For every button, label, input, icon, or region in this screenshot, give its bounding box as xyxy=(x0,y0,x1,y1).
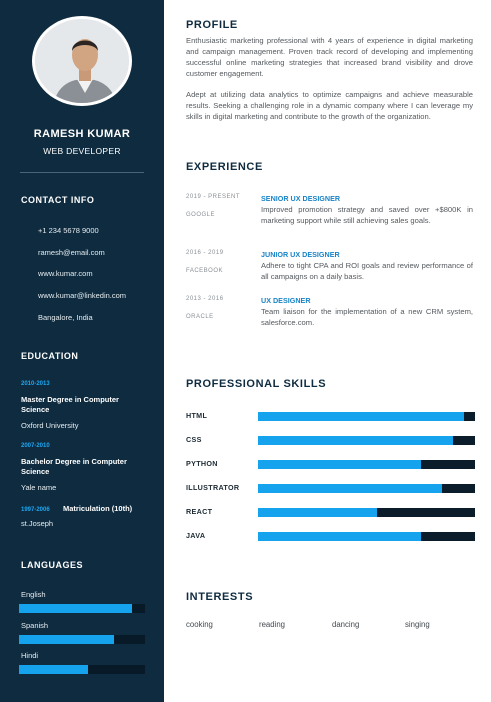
interest-item: singing xyxy=(405,620,430,629)
experience-dates: 2013 - 2016 xyxy=(186,296,224,302)
experience-role: JUNIOR UX DESIGNER xyxy=(261,250,340,259)
skill-bar xyxy=(258,508,475,517)
skill-name: REACT xyxy=(186,507,213,516)
skill-name: PYTHON xyxy=(186,459,218,468)
contact-location: Bangalore, India xyxy=(38,313,93,322)
skill-name: JAVA xyxy=(186,531,206,540)
skill-bar xyxy=(258,532,475,541)
skill-bar-fill xyxy=(258,508,377,517)
skill-bar-fill xyxy=(258,412,464,421)
skill-bar-fill xyxy=(258,532,421,541)
profile-heading: PROFILE xyxy=(186,19,238,31)
skill-bar-fill xyxy=(258,436,453,445)
experience-company: FACEBOOK xyxy=(186,268,224,274)
education-school: Oxford University xyxy=(21,421,79,430)
education-degree: Matriculation (10th) xyxy=(63,504,133,513)
experience-description: Team liaison for the implementation of a new CRM system, salesforce.com. xyxy=(261,307,473,327)
languages-heading: LANGUAGES xyxy=(21,560,84,570)
experience-role: SENIOR UX DESIGNER xyxy=(261,194,341,203)
experience-description: Adhere to tight CPA and ROI goals and review performance of all campaigns on a daily basis. xyxy=(261,261,473,281)
skill-bar xyxy=(258,436,475,445)
language-bar-fill xyxy=(19,635,114,644)
experience-role: UX DESIGNER xyxy=(261,296,311,305)
contact-heading: CONTACT INFO xyxy=(21,195,95,205)
skills-heading: PROFESSIONAL SKILLS xyxy=(186,378,327,390)
sidebar-divider xyxy=(20,172,144,173)
education-degree: Master Degree in Computer Science xyxy=(21,395,119,414)
contact-phone: +1 234 5678 9000 xyxy=(38,226,99,235)
interest-item: dancing xyxy=(332,620,360,629)
skill-bar xyxy=(258,412,475,421)
experience-description: Improved promotion strategy and saved over +$800K in marketing support while still achieving sales goals. xyxy=(261,205,473,225)
language-bar xyxy=(19,665,145,674)
contact-linkedin[interactable]: www.kumar@linkedin.com xyxy=(38,291,127,300)
interests-heading: INTERESTS xyxy=(186,591,254,603)
skill-bar xyxy=(258,460,475,469)
language-bar-fill xyxy=(19,665,88,674)
skill-bar-fill xyxy=(258,484,442,493)
skill-bar xyxy=(258,484,475,493)
language-bar xyxy=(19,635,145,644)
experience-company: GOOGLE xyxy=(186,212,216,218)
interest-item: cooking xyxy=(186,620,213,629)
language-name: Spanish xyxy=(21,621,49,630)
profile-paragraph: Enthusiastic marketing professional with 4 years of experience in digital marketing and campaign management. Proven track record of developing and implementing successful online marketing strategies that increased brand visibility and drove customer engagement. xyxy=(186,36,473,78)
skill-bar-fill xyxy=(258,460,421,469)
contact-email[interactable]: ramesh@email.com xyxy=(38,248,105,257)
experience-company: ORACLE xyxy=(186,314,214,320)
skill-name: CSS xyxy=(186,435,202,444)
experience-dates: 2016 - 2019 xyxy=(186,250,224,256)
profile-paragraph: Adept at utilizing data analytics to optimize campaigns and achieve measurable results. Seeking a challenging role in a dynamic company where I can leverage my skills in digital marketing and contribute to the growth of the organization. xyxy=(186,90,473,121)
language-bar-fill xyxy=(19,604,132,613)
language-name: English xyxy=(21,590,46,599)
education-years: 2010-2013 xyxy=(21,381,50,387)
person-name: RAMESH KUMAR xyxy=(33,128,131,140)
language-bar xyxy=(19,604,145,613)
interest-item: reading xyxy=(259,620,286,629)
sidebar xyxy=(0,0,164,702)
person-title: WEB DEVELOPER xyxy=(43,146,121,156)
education-school: st.Joseph xyxy=(21,519,54,528)
language-name: Hindi xyxy=(21,651,39,660)
contact-website[interactable]: www.kumar.com xyxy=(38,269,93,278)
profile-photo xyxy=(32,16,132,106)
skill-name: ILLUSTRATOR xyxy=(186,483,240,492)
education-years: 1997-2006 xyxy=(21,507,50,513)
experience-heading: EXPERIENCE xyxy=(186,161,263,173)
education-degree: Bachelor Degree in Computer Science xyxy=(21,457,127,476)
education-school: Yale name xyxy=(21,483,57,492)
person-portrait-icon xyxy=(35,19,132,106)
education-heading: EDUCATION xyxy=(21,351,79,361)
skill-name: HTML xyxy=(186,411,208,420)
education-years: 2007-2010 xyxy=(21,443,50,449)
experience-dates: 2019 - PRESENT xyxy=(186,194,241,200)
